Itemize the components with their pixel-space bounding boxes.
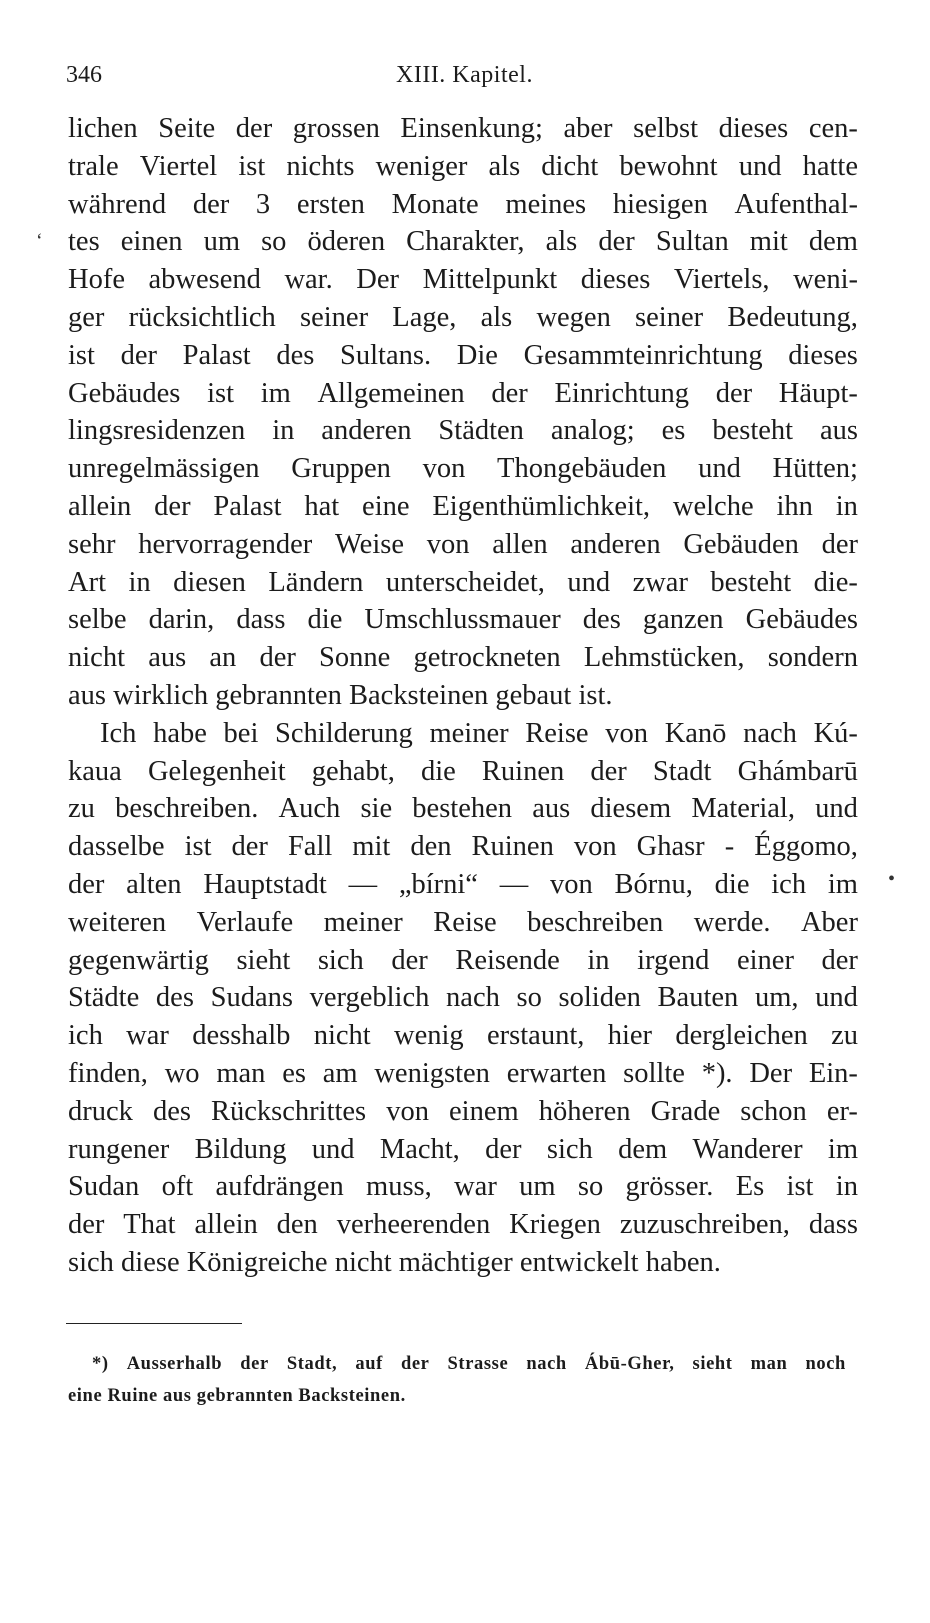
text-line: weiteren Verlaufe meiner Reise beschreiben werde. Aber — [68, 906, 858, 938]
footnote-line: *) Ausserhalb der Stadt, auf der Strasse nach Ábū-Gher, sieht man noch — [92, 1354, 846, 1374]
text-line: sehr hervorragender Weise von allen anderen Gebäuden der — [68, 528, 858, 560]
text-line: aus wirklich gebrannten Backsteinen gebaut ist. — [68, 679, 613, 711]
text-line: rungener Bildung und Macht, der sich dem Wanderer im — [68, 1133, 858, 1165]
text-line: kaua Gelegenheit gehabt, die Ruinen der Stadt Ghámbarū — [68, 755, 858, 787]
text-line: unregelmässigen Gruppen von Thongebäuden und Hütten; — [68, 453, 858, 485]
margin-dot: • — [888, 868, 896, 890]
text-line: ist der Palast des Sultans. Die Gesammteinrichtung dieses — [68, 339, 858, 371]
running-head: XIII. Kapitel. — [396, 62, 533, 88]
text-line: trale Viertel ist nichts weniger als dicht bewohnt und hatte — [68, 150, 858, 182]
body-text — [68, 110, 858, 1282]
text-line: gegenwärtig sieht sich der Reisende in irgend einer der — [68, 944, 858, 976]
page-header — [66, 58, 856, 98]
paragraph — [68, 715, 858, 1282]
text-line: Hofe abwesend war. Der Mittelpunkt dieses Viertels, weni- — [68, 264, 858, 296]
text-line: selbe darin, dass die Umschlussmauer des ganzen Gebäudes — [68, 604, 858, 636]
text-line: Städte des Sudans vergeblich nach so soliden Bauten um, und — [68, 982, 858, 1014]
text-line: tes einen um so öderen Charakter, als der Sultan mit dem — [68, 226, 858, 258]
text-line: dasselbe ist der Fall mit den Ruinen von Ghasr - Éggomo, — [68, 831, 858, 863]
text-line: lingsresidenzen in anderen Städten analog; es besteht aus — [68, 415, 858, 447]
text-line: ich war desshalb nicht wenig erstaunt, hier dergleichen zu — [68, 1020, 858, 1052]
text-line: während der 3 ersten Monate meines hiesigen Aufenthal- — [68, 188, 858, 220]
text-line: druck des Rückschrittes von einem höheren Grade schon er- — [68, 1095, 858, 1127]
text-line: ger rücksichtlich seiner Lage, als wegen seiner Bedeutung, — [68, 301, 858, 333]
footnote-rule — [66, 1323, 242, 1324]
text-line: sich diese Königreiche nicht mächtiger entwickelt haben. — [68, 1246, 721, 1278]
page-number: 346 — [66, 62, 102, 88]
text-line: finden, wo man es am wenigsten erwarten sollte *). Der Ein- — [68, 1057, 858, 1089]
text-line: Gebäudes ist im Allgemeinen der Einrichtung der Häupt- — [68, 377, 858, 409]
text-line: Sudan oft aufdrängen muss, war um so grösser. Es ist in — [68, 1171, 858, 1203]
text-line: der That allein den verheerenden Kriegen zuzuschreiben, dass — [68, 1209, 858, 1241]
text-line: der alten Hauptstadt — „bírni“ — von Bórnu, die ich im — [68, 868, 858, 900]
text-line: Ich habe bei Schilderung meiner Reise von Kanō nach Kú- — [100, 717, 858, 749]
text-line: lichen Seite der grossen Einsenkung; aber selbst dieses cen- — [68, 113, 858, 144]
footnote — [68, 1348, 846, 1412]
text-line: zu beschreiben. Auch sie bestehen aus diesem Material, und — [68, 793, 858, 825]
text-line: Art in diesen Ländern unterscheidet, und zwar besteht die- — [68, 566, 858, 598]
text-line: allein der Palast hat eine Eigenthümlichkeit, welche ihn in — [68, 490, 858, 522]
text-line: nicht aus an der Sonne getrockneten Lehmstücken, sondern — [68, 642, 858, 674]
paragraph — [68, 110, 858, 715]
footnote-line: eine Ruine aus gebrannten Backsteinen. — [68, 1386, 406, 1406]
margin-mark: ʻ — [36, 230, 43, 252]
